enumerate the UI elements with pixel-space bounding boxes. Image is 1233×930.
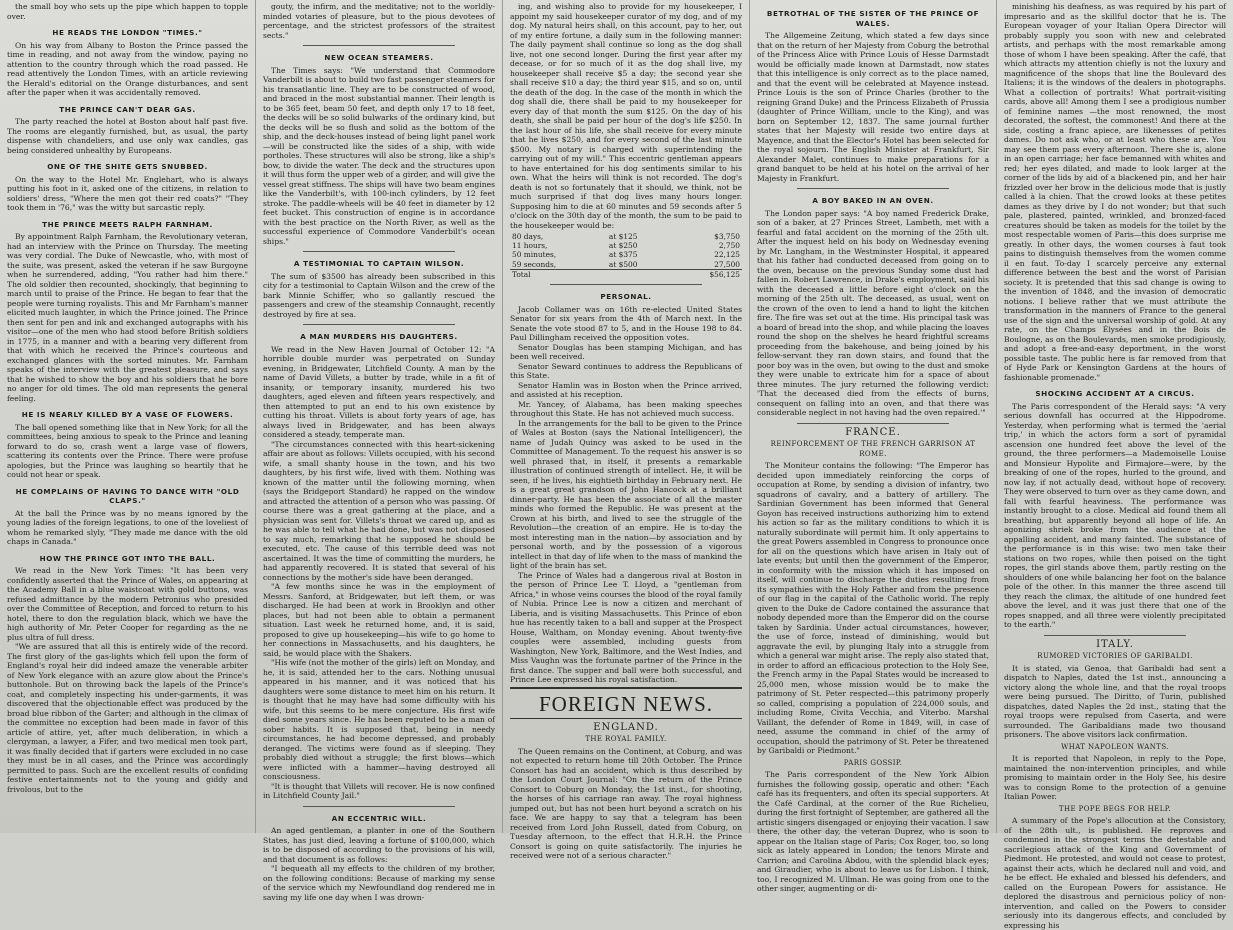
payment-total-amount: $56,125	[672, 269, 742, 279]
paragraph: "The circumstances connected with this heart-sickening affair are about as follows: Villets occupied, with his second wife, a small shanty house in the town, and his two daughters, by his first wife, lived with them. Nothing was known of the matter until the following morning, when (says the Bridgeport Standard) he rapped on the window and attracted the attention of a person who was passing. Of course there was a great gathering at the place, and a physician was sent for. Villets's throat we cared up, and as he was able to tell what he had done, but was not disposed to say much, remarking that he supposed he should be executed, etc. The cause of this terrible deed was not ascertained. It was the time of committing the murders, he had apparently recovered. It is stated that several of his connections by the mother's side have been deranged.	[263, 439, 495, 582]
section-rule	[797, 423, 949, 424]
headline: AN ECCENTRIC WILL.	[331, 813, 427, 823]
payment-rate: at $125	[608, 232, 638, 241]
section-subtitle-england: ENGLAND.	[593, 721, 659, 733]
payment-total-label: Total	[510, 269, 607, 279]
column-4	[750, 0, 997, 893]
paragraph: By appointment Ralph Farnham, the Revolutionary veteran, had an interview with the Prince on Thursday. The meeting was very cordial. The Duke of Newcastle, who, with most of the suite, was present, asked the veteran if he saw Burgoyne when he surrendered, adding, "You rather had him there." The old soldier then recounted, shockingly, that beginning to march until to praise of the Prince. He began to fear that the people were turning royalists. This and Mr Farnham's manner elicited much laughter, in which the Prince joined. The Prince then sent for pen and ink and exchanged autographs with his visitor—one of the men who had stood before British soldiers in 1775, in a manner and with a bearing very different from that with which he received the Prince's courteous and exchanged glances with the sorted minutes. Mr. Farnham speaks of the interview with the greatest pleasure, and says that he wished to show the boy and his soldiers that he bore no anger for old times. The old man represents the general feeling.	[7, 232, 248, 403]
paragraph: Jacob Collamer was on 16th re-elected United States Senator for six years from the 4th of March next. In the Senate the vote stood 87 to 5, and in the House 198 to 84. Paul Dillingham received the opposition votes.	[510, 304, 742, 343]
paragraph: The party reached the hotel at Boston about half past five. The rooms are elegantly furnished, but, as usual, the party dispense with chandeliers, and use only wax candles, gas being considered unhealthy by Europeans.	[7, 117, 248, 155]
paragraph: Senator Seward continues to address the Republicans of this State.	[510, 361, 742, 381]
section-rule	[550, 284, 702, 285]
headline: HOW THE PRINCE GOT INTO THE BALL.	[39, 553, 216, 563]
section-rule	[1044, 635, 1186, 636]
headline: ONE OF THE SHITE GETS SNUBBED.	[47, 162, 208, 171]
payment-amount: 27,500	[714, 259, 740, 269]
paragraph: "A few months since he was in the employment of Messrs. Sanford, at Bridgewater, but left them, or was discharged. He had been at work in Brooklyn and other places, but had not been able to obtain a permanent situation. Last week he returned home, and, it is said, proposed to give up housekeeping—his wife to go home to her connections in Massachusetts, and his daughters, he said, he would place with the Shakers.	[263, 582, 495, 658]
section-rule	[303, 324, 455, 325]
headline: THE PRINCE CAN'T DEAR GAS.	[59, 104, 196, 114]
paragraph: gouty, the infirm, and the meditative; not to the worldly-minded votaries of pleasure, but to the pious devotees of percentage, and the strictest professors of the straitest sects."	[263, 2, 495, 40]
headline: NEW OCEAN STEAMERS.	[324, 53, 434, 62]
headline: REINFORCEMENT OF THE FRENCH GARRISON AT ROME.	[770, 440, 976, 458]
section-rule	[797, 188, 949, 189]
headline: PERSONAL.	[600, 292, 652, 302]
paragraph: "We are assured that all this is entirely wide of the record. The first glory of the gas-lights which fell upon the form of England's royal heir did indeed amaze the venerable arbiter of New York elegance with an azure glow about the Prince's buttonhole. But on throwing back the lapels of the Prince's coat, and completely inspecting his under-garments, it was discovered that the objectionable effect was produced by the broad blue ribbon of the Garter; and although in the climax of the committee no exception had been made in favor of this article of attire, yet, after much deliberation, in which a clergyman, a lawyer, a Fifer, and two medical men took part, it was finally decided that if garters were excluded in no case they must be in all cases, and the Prince was accordingly permitted to pass. Such are the excellent results of confiding festive entertainments not to the young and giddy and frivolous, but to the	[7, 642, 248, 794]
payment-amount: $3,750	[714, 232, 740, 241]
paragraph: "His wife (not the mother of the girls) left on Monday, and he, it is said, attended her to the cars. Nothing unusual appeared in his manner, and it was noticed that his daughters were some distance to meet him on his return. It is thought that he may have had some difficulty with his wife, but this seems to be mere conjecture. His first wife died some years since. He has been reputed to be a man of sober habits. It is supposed that, being in needy circumstances, he had become depressed, and probably deranged. The victims were found as if sleeping. They probably died without a struggle; the first blows—which were inflicted with a hammer—having destroyed all consciousness.	[263, 658, 495, 781]
payment-period: 80 days,	[512, 232, 544, 241]
paragraph: We read in the New York Times: "It has been very confidently asserted that the Prince of Wales, on appearing at the Academy Ball in a blue waistcoat with gold buttons, was refused admittance by the modern Petronius who presided over the Committee of Reception, and forced to return to his hotel, there to don the regulation black, which we have the high authority of Mr. Peter Cooper for regarding as the ne plus ultra of full dress.	[7, 566, 248, 642]
payment-rate: at $250	[608, 241, 638, 251]
paragraph: We read in the New Haven Journal of October 12: "A horrible double murder was perpetrated on Sunday evening, in Bridgewater, Litchfield County. A man by the name of David Villets, a butter by trade, while in a fit of insanity, or temporary insanity, murdered his two daughters, aged eleven and fifteen years respectively, and then attempted to put an end to his own existence by cutting his throat. Villets is about forty years of age, has always lived in Bridgewater, and has been always considered a steady, temperate man.	[263, 344, 495, 439]
paragraph: The Queen remains on the Continent, at Coburg, and was not expected to return home till 20th October. The Prince Consort has had an accident, which is thus described by the London Court Journal: "On the return of the Prince Consort to Coburg on Monday, the 1st inst., for shooting, the horses of his carriage ran away. The royal highness jumped out, but has not been hurt beyond a scratch on his face. We are happy to say that a telegram has been received from Lord John Russell, dated from Coburg, on Tuesday afternoon, to the effect that H.R.H. the Prince Consort is going on quite satisfactorily. The injuries he received were not of a serious character."	[510, 746, 742, 861]
headline: THE POPE BEGS FOR HELP.	[1058, 804, 1172, 813]
section-rule	[303, 251, 455, 252]
section-subtitle-italy: ITALY.	[1096, 638, 1134, 650]
payment-row	[510, 250, 742, 259]
paragraph: The Times says: "We understand that Commodore Vanderbilt is about to build two fast passenger steamers for his transatlantic line. They are to be constructed of wood, and braced in the most substantial manner. Their length is to be 365 feet, beam 50 feet, and depth only 17 to 18 feet, the decks will be so solid bulwarks of the ordinary kind, but the decks will be so flush and solid as the bottom of the ship, and the deck-houses instead of being light panel work—will be constructed like the sides of a ship, with wide portholes. These structures will also be strong, like a ship's bow, to divide the water. The deck and the structures upon it will thus form the upper web of a girder, and will give the vessel great stiffness. The ships will have two beam engines like the Vanderbilt's, with 100-inch cylinders, by 12 feet stroke. The paddle-wheels will be 40 feet in diameter by 12 feet bucket. This construction of engine is in accordance with the best practice on the North River, as well as the successful experience of Commodore Vanderbilt's ocean ships."	[263, 65, 495, 246]
paragraph: Mr. Yancey, of Alabama, has been making speeches throughout this State. He has not achieved much success.	[510, 399, 742, 419]
payment-period: 59 seconds,	[512, 259, 557, 269]
section-subtitle-france: FRANCE.	[845, 426, 901, 438]
section-title-foreign-news: FOREIGN NEWS.	[510, 687, 742, 719]
paragraph: "I bequeath all my effects to the children of my brother, on the following conditions: Because of marking my sense of the service which my Newfoundland dog rendered me in saving my life one day when I was drown-	[263, 864, 495, 902]
column-5	[997, 0, 1233, 930]
headline: WHAT NAPOLEON WANTS.	[1061, 742, 1169, 751]
paragraph: minishing his deafness, as was required by his part of impresario and as the skillful doctor that he is. The European voyager of your Italian Opera Director will probably supply you soon with new and celebrated artists, and perhaps with the most remarkable among those of whom I have been speaking. After the café, that which attracts my attention chiefly is not the luxury and magnificence of the shops that line the Boulevard des Italiens; it is the windows of the dealers in photographs. What a collection of portraits! What portrait-visiting cards, above all! Among them I see a prodigious number of feminine names —the most renowned, the most decorated, the softest, the commonest! And there at the side, costing a franc apiece, are likenesses of petites dames. Do not ask who, or at least who these are. You may see them pass every afternoon. There she is, alone in an open carriage; her face bemanned with whites and red; her eyes dilated, and made to look larger at the corner of the lids by aid of a blackened pin, and her hair frizzled over her brow in the delicious mode that is justly called à la chien. That the crowd looks at these petites dames as they drive by I do not wonder; but that such pale, plastered, painted, wrinkled, and bronzed-faced creatures should be taken as models for the toilet by the most respectable women of Paris—this does surprise me greatly. In other days, the women courses à faut took pains to distinguish themselves from the women comme il en faut. To-day I scarcely perceive any external difference between the best and the worst of Parisian society. It is pretended that this sad change is owing to the invention of 1848, and the invasion of democratic notions. I believe rather that we must attribute the transformation in the manners of France to the general use of the sign and the universal worship of gold. At any rate, on the Champs Élysées and in the Bois de Boulogne, as on the Boulevards, men smoke prodigiously, and adopt a free-and-easy deportment, in the worst possible taste. The public here is far removed from that of Hyde Park or Kensington Gardens at the hours of fashionable promenade."	[1004, 2, 1226, 382]
paragraph: In the arrangements for the ball to be given to the Prince of Wales at Boston (says the National Intelligencer), the name of Judah Quincy was asked to be used in the Committee of Management. To the request his answer is so well phrased that, in itself, it presents a remarkable illustration of continued strength of intellect. He, it will be seen, if he lives, his eightieth birthday in February next. He is a great great grandson of John Hancock at a brilliant dinner-party. He has been the associate of all the master minds who formed the Republic. He was present at the Crown at his birth, and lived to see the struggle of the Revolution—the creation of an empire. He is to-day the most interesting man in the nation—by association and by personal worth, and by the possession of a vigorous intellect in that day of life when to the mass of mankind the light of the brain has set.	[510, 418, 742, 571]
headline: A MAN MURDERS HIS DAUGHTERS.	[300, 332, 458, 341]
paragraph: ing, and wishing also to provide for my housekeeper, I appoint my said housekeeper curator of my dog, and of my dog. My natural heirs shall, on this account, pay to her, out of my entire fortune, a daily sum in the following manner: The daily payment shall continue so long as the dog shall live, not one second longer. During the first year after my decease, or for so much of it as the dog shall live, my housekeeper shall receive $5 a day; the second year she shall receive $10 a day; the third year $15, and so on, until the death of the dog. In the case of the month in which the dog shall die, there shall be paid to my housekeeper for every day of that month the sum $125. On the day of his death, she shall be paid per hour of the dog's life $250. In the last hour of his life, she shall receive for every minute that he lives $250, and for every second of the last minute $500. My notary is charged with superintending the carrying out of my will." This eccentric gentleman appears to have entertained for his dog sentiments similar to his own. What the heirs will think is not recorded. The dog's death is not so fortunately that it should, we think, not be much surprised if that dog lives many hours longer. Supposing him to die at 60 minutes and 59 seconds after 5 o'clock on the 30th day of the month, the sum to be paid to the housekeeper would be:	[510, 2, 742, 230]
section-rule	[303, 45, 455, 46]
column-2	[256, 0, 503, 902]
headline: RUMORED VICTORIES OF GARIBALDI.	[1037, 652, 1193, 660]
headline: A BOY BAKED IN AN OVEN.	[812, 196, 934, 205]
payment-amount: 22,125	[714, 250, 740, 260]
paragraph: The Paris correspondent of the New York Albion furnishes the following gossip, operatic and other: "Each café has its frequenters, and often its special supporters. At the Café Cardinal, at the corner of the Rue Richelieu, during the first fortnight of September, are gathered all the artistic singers disengaged or enjoying their vacation. I saw there, the other day, the veteran Duprez, who is soon to appear on the Italian stage of Paris; Cox Roger, too, so long sick as lately appeared in London; the tenors Mirate and Carrion; and Carolina Abdou, with the splendid black eyes; and Giraudier, who is about to leave us for Lisbon. I think, too, I recognized M. Ullman. He was going from one to the other singer, augmenting or di-	[757, 770, 989, 893]
payment-total-row	[510, 269, 742, 279]
payment-period: 11 hours,	[512, 241, 548, 251]
payment-rate: at $375	[608, 250, 638, 260]
payment-period: 50 minutes,	[512, 250, 557, 260]
column-1	[0, 0, 256, 833]
headline: HE READS THE LONDON "TIMES."	[52, 28, 203, 37]
paragraph: The sum of $3500 has already been subscribed in this city for a testimonial to Captain Wilson and the crew of the bark Minnie Schiffer, who so gallantly rescued the passengers and crew of the steamship Connaught, recently destroyed by fire at sea.	[263, 271, 495, 319]
headline: SHOCKING ACCIDENT AT A CIRCUS.	[1035, 389, 1195, 398]
headline: THE PRINCE MEETS RALPH FARNHAM.	[42, 219, 213, 229]
headline: PARIS GOSSIP.	[843, 758, 903, 767]
paragraph: The Paris correspondent of the Herald says: "A very serious downfall has occurred at the Hippodrome. Yesterday, when performing what is termed the 'aerial trip,' in which the actors form a sort of pyramidal ascension one hundred feet above the level of the ground, the three performers—a Mademoiselle Louise and Monsieur Hypolite and Firmajore—were, by the breaking of one of the ropes, hurled to the ground, and now lay, if not actually dead, without hope of recovery. They were observed to turn over as they came down, and fall with fearful heaviness. The performance was instantly brought to a close. Medical aid found them all breathing, but apparently beyond all hope of life. An agonizing shriek broke from the audience at the appalling accident, and many fainted. The substance of the performance is in this wise: two men take their stations on two ropes, while then poised on the tight ropes, the girl stands above them, partly resting on the shoulders of one while balancing her foot on the balance pole of the other. In this manner the three ascend till they reach the climax, the altitude of one hundred feet above the level, and it was just there that one of the ropes snapped, and all three were violently precipitated to the earth."	[1004, 401, 1226, 629]
payment-row	[510, 232, 742, 241]
paragraph: At the ball the Prince was by no means ignored by the young ladies of the foreign legations, to one of the loveliest of whom he remarked slyly, "They made me dance with the old chaps in Canada."	[7, 508, 248, 546]
paragraph: "It is thought that Villets will recover. He is now confined in Litchfield County Jail."	[263, 781, 495, 800]
payment-amount: 2,750	[718, 241, 740, 251]
payment-row	[510, 260, 742, 270]
paragraph: Senator Hamlin was in Boston when the Prince arrived, and assisted at his reception.	[510, 380, 742, 400]
headline: A TESTIMONIAL TO CAPTAIN WILSON.	[293, 259, 465, 268]
payment-rate: at $500	[608, 259, 638, 269]
headline: HE IS NEARLY KILLED BY A VASE OF FLOWERS.	[21, 410, 234, 419]
headline: THE ROYAL FAMILY.	[585, 735, 667, 744]
paragraph: The Allgemeine Zeitung, which stated a few days since that on the return of her Majesty from Coburg the betrothal of the Princess Alice with Prince Louis of Hesse Darmstadt would be officially made known at Darmstadt, now states that this intelligence is only correct as to the place named, and that the event will be celebrated at Mayence instead. Prince Louis is the son of Prince Charles (brother to the reigning Grand Duke) and the Princess Elizabeth of Prussia (daughter of Prince William, uncle to the King), and was born on September 12, 1837. The same journal further states that her Majesty will reside two entire days at Mayence, and that the Elector's Hotel has been selected for the royal sojourn. The English Minister at Frankfurt, Sir Alexander Malet, continues to make preparations for a grand banquet to be held at his hotel on the arrival of her Majesty in Frankfurt.	[757, 31, 989, 183]
paragraph: It is stated, via Genoa, that Garibaldi had sent a dispatch to Naples, dated the 1st inst., announcing a victory along the whole line, and that the royal troops were being pursued. The Diritto, of Turin, published dispatches, dated Naples the 2d inst., stating that the royal troops were repulsed from Caserta, and were surrounded. The Garibaldians made two thousand prisoners. The above visitors lack confirmation.	[1004, 663, 1226, 739]
paragraph: On the way to the Hotel Mr. Englehart, who is always putting his foot in it, asked one of the citizens, in relation to soldiers' dress, "Where the men got their red coats?" "They took them in '76," was the witty but sarcastic reply.	[7, 174, 248, 212]
paragraph: The Moniteur contains the following: "The Emperor has decided upon immediately reinforcing the corps of occupation at Rome, by sending a division of infantry, two squadrons of cavalry, and a battery of artillery. The Sardinian Government has been informed that General Goyon has received instructions authorizing him to extend his action so far as the military conditions to which it is naturally subordinate will permit him. It only appertains to the great Powers assembled in Congress to pronounce once for all on the questions which have arisen in Italy out of late events; but until then the government of the Emperor, in conformity with the mission which it has imposed on itself, will continue to discharge the duties resulting from its sympathies with the Holy Father and from the presence of our flag in the capital of the Catholic world. The reply given to the Duke de Cadore contained the assurance that nobody depended more than the Emperor did on the course taken by Sardinia. Under actual circumstances, however, the use of force, instead of diminishing, would but aggravate the evil, by plunging Italy into a struggle from which a general war might arise. The reply also stated that, in order to afford an efficacious protection to the Holy See, the French army in the Papal States would be increased to 25,000 men, whose mission would be to make the patrimony of St. Peter respected—this patrimony properly so called, comprising a population of 224,000 souls, and including Rome, Civita Vecchia, and Viterbo. Marshal Vaillant, the defender of Rome in 1849, will, in case of need, assume the command in chief of the army of occupation, should the patrimony of St. Peter be threatened by Garibaldi or Piedmont."	[757, 461, 989, 755]
payment-table	[510, 232, 742, 279]
paragraph: It is reported that Napoleon, in reply to the Pope, maintained the non-intervention principles, and while promising to maintain order in the Holy See, his desire was to consign Rome to the protection of a genuine Italian Power.	[1004, 754, 1226, 801]
paragraph: On his way from Albany to Boston the Prince passed the time in reading, and not away from the window, paying no attention to the country through which the road passed. He read attentively the London Times, with an article reviewing the Herald's editorial on the Orange disturbances, and sent after the paper when it was accidentally removed.	[7, 40, 248, 97]
section-rule	[303, 806, 455, 807]
paragraph: The Prince of Wales had a dangerous rival at Boston in the person of Prince Lee T. Lloyd, a "gentleman from Africa," in whose veins courses the blood of the royal family of Nubia. Prince Lee is now a citizen and merchant of Liberia, and is visiting Massachusetts. This Prince of ebon hue has recently taken to a ball and supper at the Prospect House, Waltham, on Monday evening. About twenty-five couples were assembled, including guests from Washington, New York, Baltimore, and the West Indies, and Miss Vaughn was the fortunate partner of the Prince in the first dance. The supper and ball were both successful, and Prince Lee expressed his royal satisfaction.	[510, 570, 742, 685]
paragraph: Senator Douglas has been stamping Michigan, and has been well received.	[510, 342, 742, 362]
headline: HE COMPLAINS OF HAVING TO DANCE WITH "OLD CLAPS."	[15, 486, 240, 505]
paragraph: The London paper says: "A boy named Frederick Drake, son of a baker, at 27 Princes Street, Lambeth, met with a fearful and fatal accident on the morning of the 25th ult. After the inquest held on his body on Wednesday evening by Mr. Langham, in the Westminster Hospital, it appeared that his father had conducted deceased from going on to the oven, because on the previous Sunday some dust had fallen in. Robert Lawrence, in Drake's employment, said his with the deceased a little before eight o'clock on the morning of the 25th ult. The deceased, as usual, went on the crown of the oven to lend a hand to light the kitchen fire. The fire was set out at the time. His principal task was a board of bread into the shop, and while placing the loaves round the shop on the shelves he heard frightful screams proceeding from the bakehouse, and being joined by his fellow-servant they ran down stairs, and found that the poor boy was in the oven, but owing to the dust and smoke they were unable to extricate him for a space of about three minutes. The jury returned the following verdict: 'That the deceased died from the effects of burns, consequent on falling into an oven, and that there was considerable neglect in not having had the oven repaired.'"	[757, 208, 989, 417]
headline: BETROTHAL OF THE SISTER OF THE PRINCE OF WALES.	[766, 9, 980, 28]
column-3	[503, 0, 750, 861]
paragraph: A summary of the Pope's allocution at the Consistory, of the 28th ult., is published. He reproves and condemned in the strongest terms the detestable and sacrilegious attack of the King and Government of Piedmont. He protested, and would not cease to protest, against their acts, which he declared null and void, and he be effect. He exhaled and blessed his defenders, and called on the European Powers for assistance. He deplored the disastrous and pernicious policy of non-intervention, and called on the Powers to consider seriously into its dangerous effects, and concluded by expressing his	[1004, 816, 1226, 930]
paragraph: the small boy who sets up the pipe which happen to topple over.	[7, 2, 248, 21]
payment-row	[510, 241, 742, 250]
paragraph: The ball opened something like that in New York; for all the committees, being anxious to speak to the Prince and leaning forward to do so, crash went a large vase of flowers, scattering its contents over the Prince. There were profuse apologies, but the Prince was laughing so heartily that he could not hear or speak.	[7, 422, 248, 479]
paragraph: An aged gentleman, a planter in one of the Southern States, has just died, leaving a fortune of $100,000, which is to be disposed of according to the provisions of his will, and that document is as follows:	[263, 826, 495, 864]
